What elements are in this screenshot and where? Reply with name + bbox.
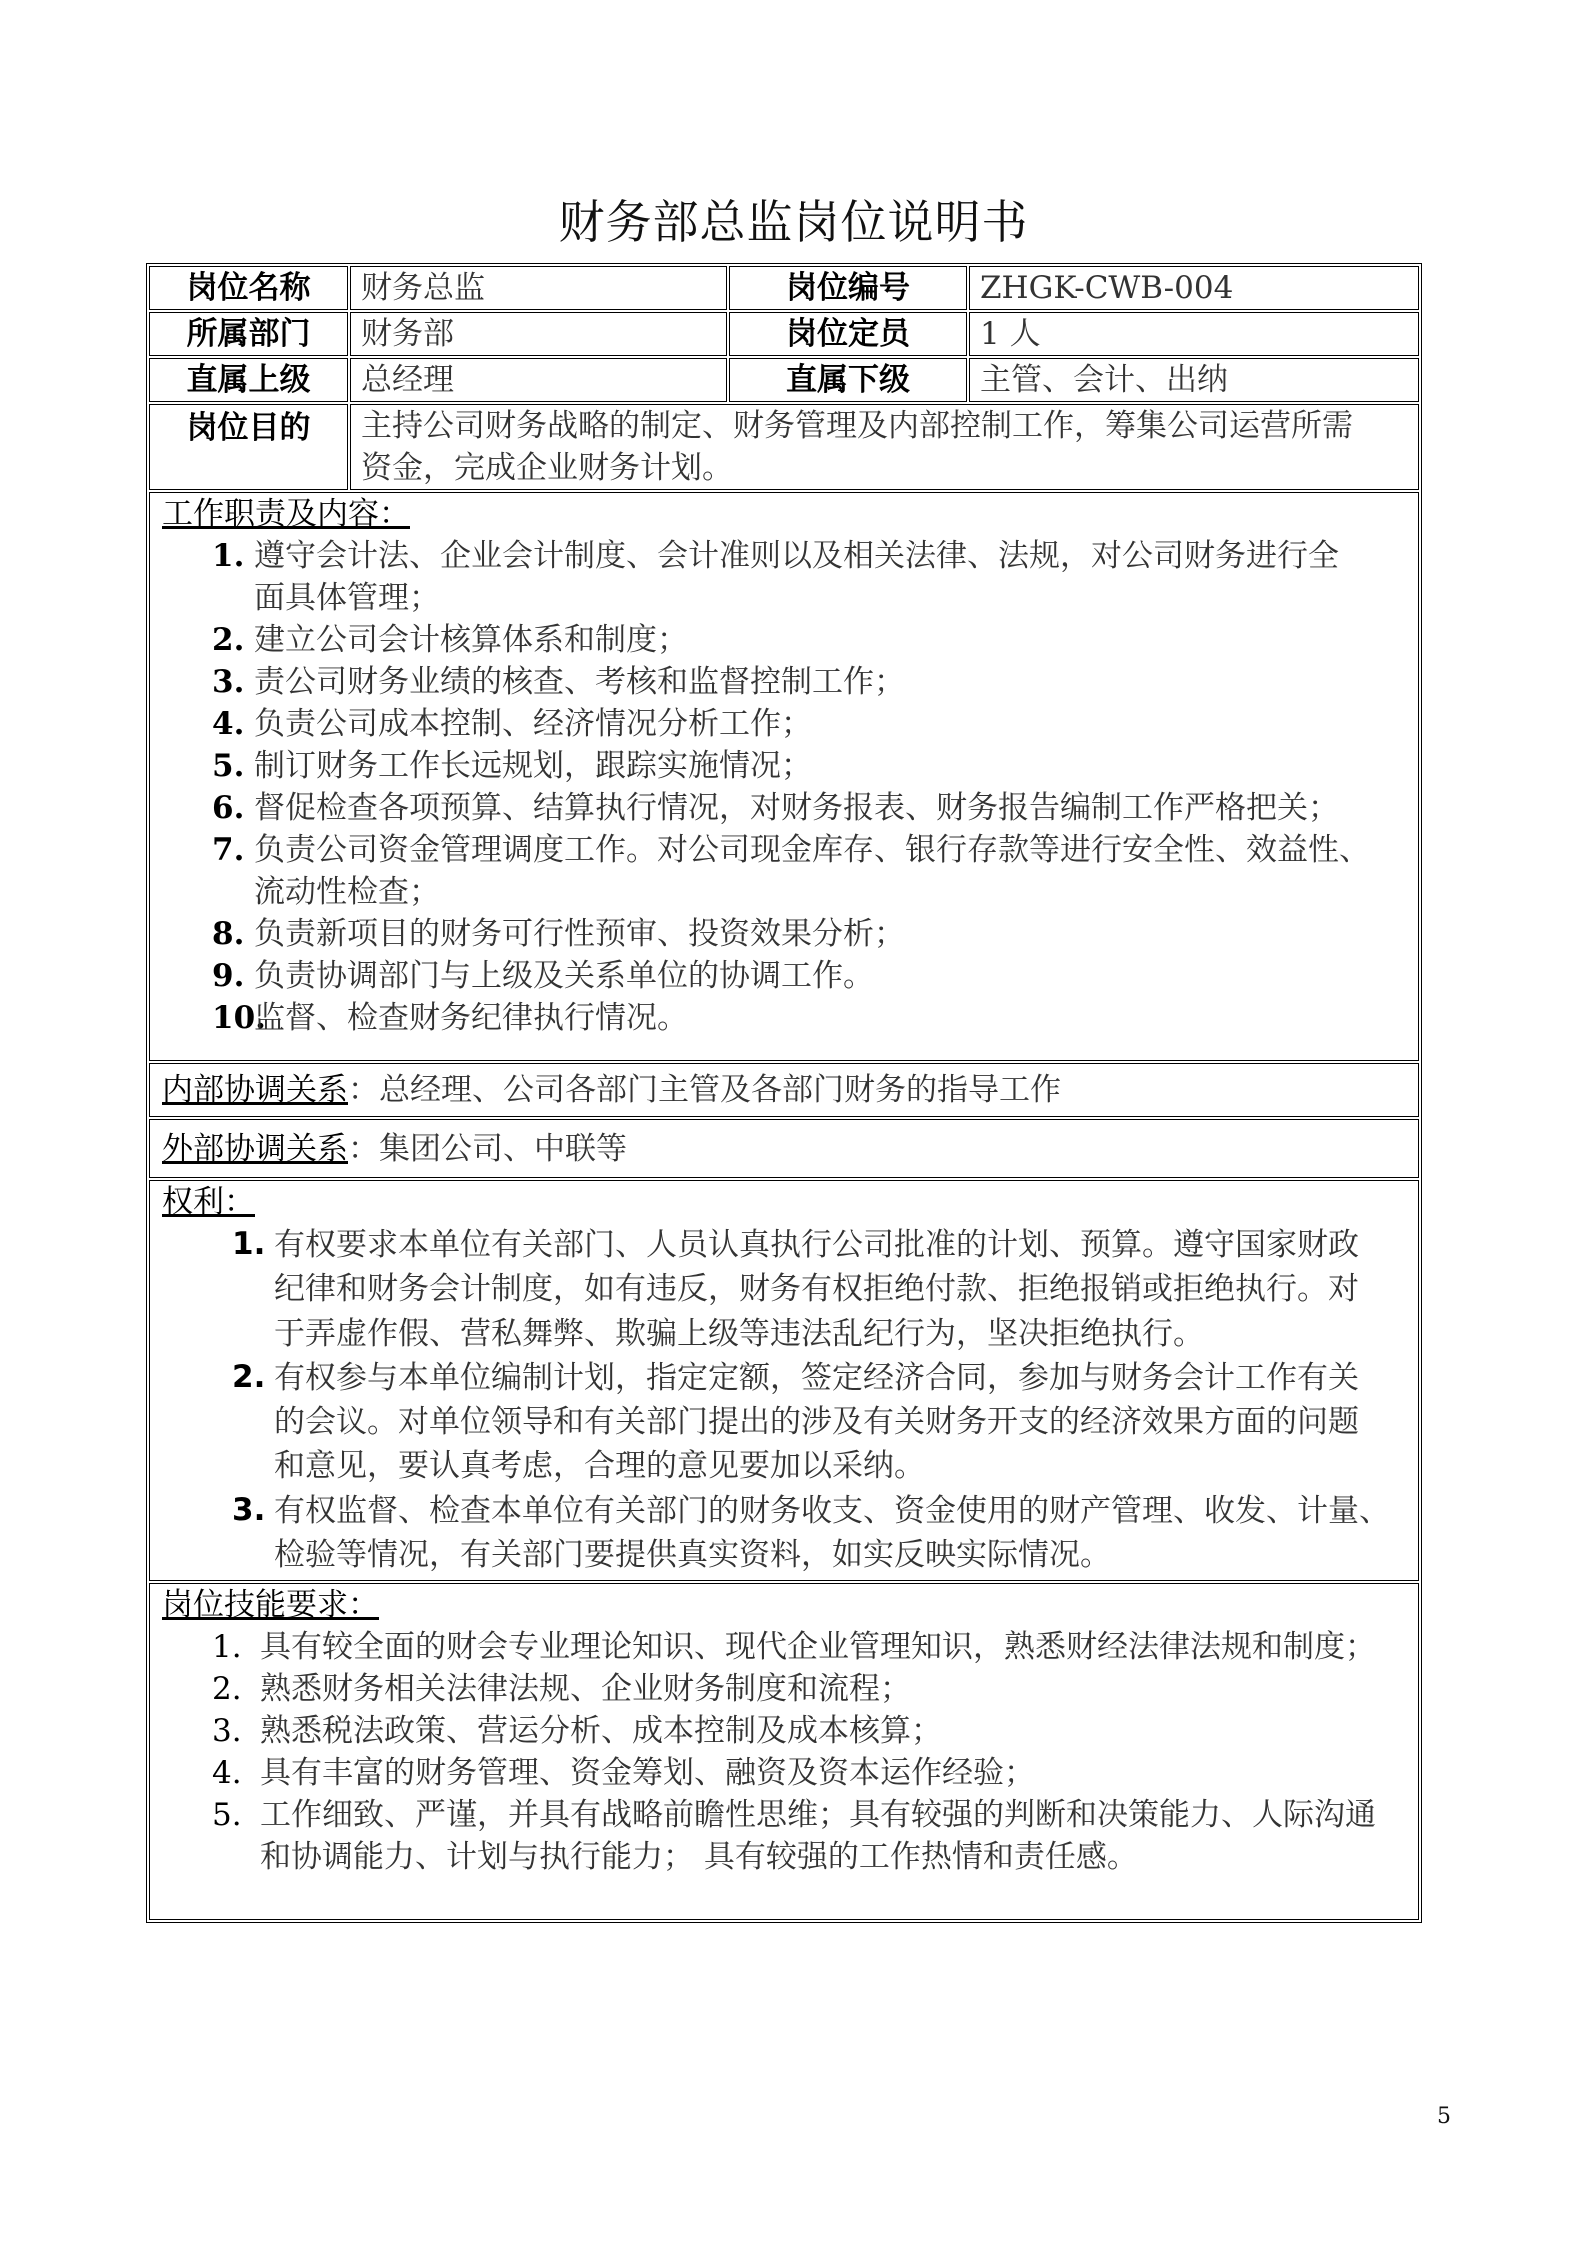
item-line: 督促检查各项预算、结算执行情况，对财务报表、财务报告编制工作严格把关；: [254, 790, 1339, 826]
item-text: [254, 787, 1339, 829]
item-line: 责公司财务业绩的核查、考核和监督控制工作；: [254, 664, 905, 700]
item-number: 4.: [212, 706, 245, 742]
label-cell: 直属下级: [729, 358, 967, 402]
item-line: 熟悉财务相关法律法规、企业财务制度和流程；: [260, 1671, 911, 1707]
rights-list: [162, 1223, 1418, 1577]
item-number: 3.: [212, 664, 245, 700]
value-cell: ZHGK-CWB-004: [969, 266, 1419, 310]
value-cell: 财务总监: [350, 266, 727, 310]
item-line: 建立公司会计核算体系和制度；: [254, 622, 688, 658]
internal-heading: 内部协调关系: [162, 1072, 348, 1108]
label-cell: 直属上级: [149, 358, 348, 402]
label-cell: 岗位名称: [149, 266, 348, 310]
duties-item: [162, 703, 1418, 745]
duties-item: [162, 913, 1418, 955]
duties-section: [149, 492, 1419, 1061]
skills-section: [149, 1583, 1419, 1920]
external-heading: 外部协调关系: [162, 1130, 348, 1167]
item-line: 制订财务工作长远规划，跟踪实施情况；: [254, 748, 812, 784]
item-number: 7.: [212, 832, 245, 868]
item-number: 1.: [212, 538, 245, 574]
info-row: [149, 358, 1419, 402]
item-number: 3.: [232, 1491, 266, 1528]
purpose-line: 资金，完成企业财务计划。: [361, 450, 733, 486]
item-text: [254, 955, 874, 997]
item-number: 2.: [232, 1358, 266, 1395]
skills-item: [162, 1752, 1418, 1794]
item-line: 遵守会计法、企业会计制度、会计准则以及相关法律、法规，对公司财务进行全: [254, 538, 1339, 574]
item-text: [254, 829, 1370, 913]
item-line: 工作细致、严谨，并具有战略前瞻性思维；具有较强的判断和决策能力、人际沟通: [260, 1797, 1376, 1833]
skills-item: [162, 1626, 1418, 1668]
item-text: [260, 1626, 1376, 1668]
item-number: 2.: [212, 1671, 242, 1707]
skills-item: [162, 1710, 1418, 1752]
duties-item: [162, 997, 1418, 1039]
purpose-label: 岗位目的: [149, 404, 348, 490]
item-text: [274, 1356, 1359, 1489]
item-text: [260, 1794, 1376, 1878]
rights-item: [162, 1489, 1418, 1578]
duties-item: [162, 955, 1418, 997]
item-line: 检验等情况，有关部门要提供真实资料，如实反映实际情况。: [274, 1537, 1111, 1574]
item-number: 6.: [212, 790, 245, 826]
item-number: 10.: [212, 1000, 266, 1036]
info-row: [149, 312, 1419, 356]
external-section: [149, 1119, 1419, 1178]
item-line: 负责新项目的财务可行性预审、投资效果分析；: [254, 916, 905, 952]
duties-item: [162, 619, 1418, 661]
item-number: 5.: [212, 748, 245, 784]
item-number: 4.: [212, 1755, 242, 1791]
value-cell: 总经理: [350, 358, 727, 402]
item-line: 有权监督、检查本单位有关部门的财务收支、资金使用的财产管理、收发、计量、: [274, 1492, 1390, 1529]
duties-item: [162, 787, 1418, 829]
item-text: [254, 997, 688, 1039]
item-text: [254, 913, 905, 955]
duties-item: [162, 745, 1418, 787]
item-line: 流动性检查；: [254, 874, 440, 910]
item-number: 5.: [212, 1797, 242, 1833]
item-text: [260, 1752, 1035, 1794]
rights-section: [149, 1180, 1419, 1581]
info-row: [149, 266, 1419, 310]
item-line: 纪律和财务会计制度，如有违反，财务有权拒绝付款、拒绝报销或拒绝执行。对: [274, 1271, 1359, 1308]
rights-item: [162, 1223, 1418, 1356]
item-line: 负责协调部门与上级及关系单位的协调工作。: [254, 958, 874, 994]
item-line: 和意见，要认真考虑，合理的意见要加以采纳。: [274, 1448, 925, 1485]
item-number: 1.: [212, 1629, 242, 1665]
duties-heading: 工作职责及内容：: [162, 496, 410, 532]
duties-item: [162, 661, 1418, 703]
item-line: 和协调能力、计划与执行能力； 具有较强的工作热情和责任感。: [260, 1839, 1138, 1875]
item-line: 负责公司成本控制、经济情况分析工作；: [254, 706, 812, 742]
item-text: [254, 535, 1339, 619]
label-cell: 岗位定员: [729, 312, 967, 356]
internal-text: ：总经理、公司各部门主管及各部门财务的指导工作: [348, 1072, 1061, 1108]
rights-item: [162, 1356, 1418, 1489]
item-text: [260, 1668, 911, 1710]
item-number: 9.: [212, 958, 245, 994]
purpose-text: [350, 404, 1419, 490]
item-line: 有权要求本单位有关部门、人员认真执行公司批准的计划、预算。遵守国家财政: [274, 1227, 1359, 1263]
label-cell: 所属部门: [149, 312, 348, 356]
skills-item: [162, 1794, 1418, 1878]
item-line: 具有较全面的财会专业理论知识、现代企业管理知识，熟悉财经法律法规和制度；: [260, 1629, 1376, 1665]
duties-item: [162, 829, 1418, 913]
skills-heading: 岗位技能要求：: [162, 1587, 379, 1623]
value-cell: 财务部: [350, 312, 727, 356]
item-text: [254, 619, 688, 661]
item-number: 8.: [212, 916, 245, 952]
duties-list: [162, 535, 1418, 1039]
skills-list: [162, 1626, 1418, 1878]
purpose-line: 主持公司财务战略的制定、财务管理及内部控制工作，筹集公司运营所需: [361, 408, 1353, 444]
item-line: 具有丰富的财务管理、资金筹划、融资及资本运作经验；: [260, 1755, 1035, 1791]
value-cell: 主管、会计、出纳: [969, 358, 1419, 402]
item-text: [254, 745, 812, 787]
internal-section: [149, 1063, 1419, 1117]
item-number: 1.: [232, 1226, 266, 1262]
item-number: 2.: [212, 622, 245, 658]
external-text: ：集团公司、中联等: [348, 1130, 627, 1167]
item-line: 的会议。对单位领导和有关部门提出的涉及有关财务开支的经济效果方面的问题: [274, 1404, 1359, 1441]
page-title: 财务部总监岗位说明书: [558, 195, 1029, 249]
page-number: 5: [1437, 2104, 1451, 2129]
skills-item: [162, 1668, 1418, 1710]
item-line: 有权参与本单位编制计划，指定定额，签定经济合同，参加与财务会计工作有关: [274, 1359, 1359, 1396]
rights-heading: 权利：: [162, 1184, 255, 1220]
item-line: 负责公司资金管理调度工作。对公司现金库存、银行存款等进行安全性、效益性、: [254, 832, 1370, 868]
duties-item: [162, 535, 1418, 619]
item-line: 面具体管理；: [254, 580, 440, 616]
item-line: 熟悉税法政策、营运分析、成本控制及成本核算；: [260, 1713, 942, 1749]
purpose-row: [149, 404, 1419, 490]
item-text: [260, 1710, 942, 1752]
value-cell: 1 人: [969, 312, 1419, 356]
item-text: [274, 1223, 1359, 1356]
item-number: 3.: [212, 1713, 242, 1749]
item-text: [274, 1489, 1390, 1578]
job-description-table: [146, 263, 1422, 1923]
item-line: 于弄虚作假、营私舞弊、欺骗上级等违法乱纪行为，坚决拒绝执行。: [274, 1315, 1204, 1352]
item-text: [254, 661, 905, 703]
label-cell: 岗位编号: [729, 266, 967, 310]
item-text: [254, 703, 812, 745]
item-line: 监督、检查财务纪律执行情况。: [254, 1000, 688, 1036]
